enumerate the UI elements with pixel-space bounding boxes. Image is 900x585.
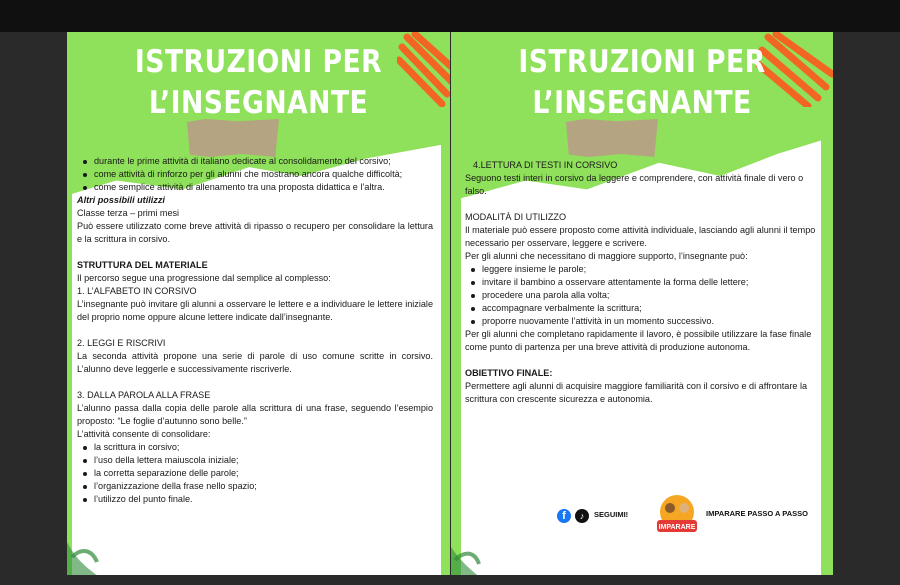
paragraph: Per gli alunni che necessitano di maggiore supporto, l’insegnante può: [465,251,748,261]
step-title: 2. LEGGI E RISCRIVI [77,338,166,348]
page-right [451,32,833,575]
list-item: accompagnare verbalmente la scrittura; [465,302,819,315]
step-title: 1. L’ALFABETO IN CORSIVO [77,286,197,296]
page-title [478,42,807,124]
logo-text: IMPARARE [658,524,696,531]
page-content [465,159,819,406]
paragraph: Il materiale può essere proposto come attività individuale, lasciando agli alunni il tempo necessario per osservare, leggere e scrivere. [465,225,816,248]
tape-decoration [187,119,279,157]
viewer-top-bar [0,0,900,32]
page-content [77,155,433,506]
list-item: come semplice attività di allenamento tra una proposta didattica e l’altra. [77,181,433,194]
support-list [465,263,819,328]
brand-logo [653,492,701,538]
paragraph: Può essere utilizzato come breve attività di ripasso o recupero per consolidare la lettura e la scrittura in corsivo. [77,221,433,244]
paragraph: L’attività consente di consolidare: [77,429,211,439]
list-item: come attività di rinforzo per gli alunni che mostrano ancora qualche difficoltà; [77,168,433,181]
paragraph: Classe terza – primi mesi [77,208,180,218]
title-line-2: L’INSEGNANTE [148,85,369,121]
paragraph: Il percorso segue una progressione dal semplice al complesso: [77,273,331,283]
list-item: leggere insieme le parole; [465,263,819,276]
brand-label: IMPARARE PASSO A PASSO [706,509,808,518]
list-item: procedere una parola alla volta; [465,289,819,302]
list-item: proporre nuovamente l’attività in un momento successivo. [465,315,819,328]
title-line-1: ISTRUZIONI PER [134,44,383,80]
page-title [94,42,423,124]
step-title: 3. DALLA PAROLA ALLA FRASE [77,390,211,400]
section-heading: STRUTTURA DEL MATERIALE [77,260,208,270]
list-item: invitare il bambino a osservare attentamente la forma delle lettere; [465,276,819,289]
leaf-decoration [67,502,450,575]
section-heading: Altri possibili utilizzi [77,195,165,205]
paragraph: L’insegnante può invitare gli alunni a osservare le lettere e a individuare le lettere iniziale del proprio nome oppure alcune lettere indicate dall’insegnante. [77,299,433,322]
list-item: l’uso della lettera maiuscola iniziale; [77,454,433,467]
tape-decoration [566,119,658,157]
follow-label: SEGUIMI! [594,510,629,519]
paragraph: Per gli alunni che completano rapidamente il lavoro, è possibile utilizzare la fase finale come punto di partenza per una breve attività di produzione autonoma. [465,329,812,352]
tiktok-icon[interactable]: ♪ [575,509,589,523]
title-line-1: ISTRUZIONI PER [518,44,766,80]
section-heading: MODALITÀ DI UTILIZZO [465,212,567,222]
paragraph: Seguono testi interi in corsivo da leggere e comprendere, con attività finale di vero o falso. [465,173,804,196]
usage-list [77,155,433,194]
consolidate-list [77,441,433,506]
paragraph: Permettere agli alunni di acquisire maggiore familiarità con il corsivo e di affrontare la scrittura con crescente sicurezza e autonomia. [465,381,808,404]
title-line-2: L’INSEGNANTE [532,85,752,121]
list-item: l’organizzazione della frase nello spazio; [77,480,433,493]
step-title: 4.LETTURA DI TESTI IN CORSIVO [473,160,618,170]
section-heading: OBIETTIVO FINALE: [465,368,553,378]
page-left [67,32,450,575]
paragraph: La seconda attività propone una serie di parole di uso comune scritte in corsivo. L’alunno deve leggerle e successivamente riscriverle. [77,351,433,374]
list-item: la scrittura in corsivo; [77,441,433,454]
facebook-icon[interactable]: f [557,509,571,523]
viewer-bottom-bar [0,575,900,585]
list-item: l’utilizzo del punto finale. [77,493,433,506]
list-item: la corretta separazione delle parole; [77,467,433,480]
list-item: durante le prime attività di italiano dedicate al consolidamento del corsivo; [77,155,433,168]
paragraph: L’alunno passa dalla copia delle parole alla scrittura di una frase, seguendo l’esempio proposto: “Le foglie d’autunno sono belle.” [77,403,433,426]
